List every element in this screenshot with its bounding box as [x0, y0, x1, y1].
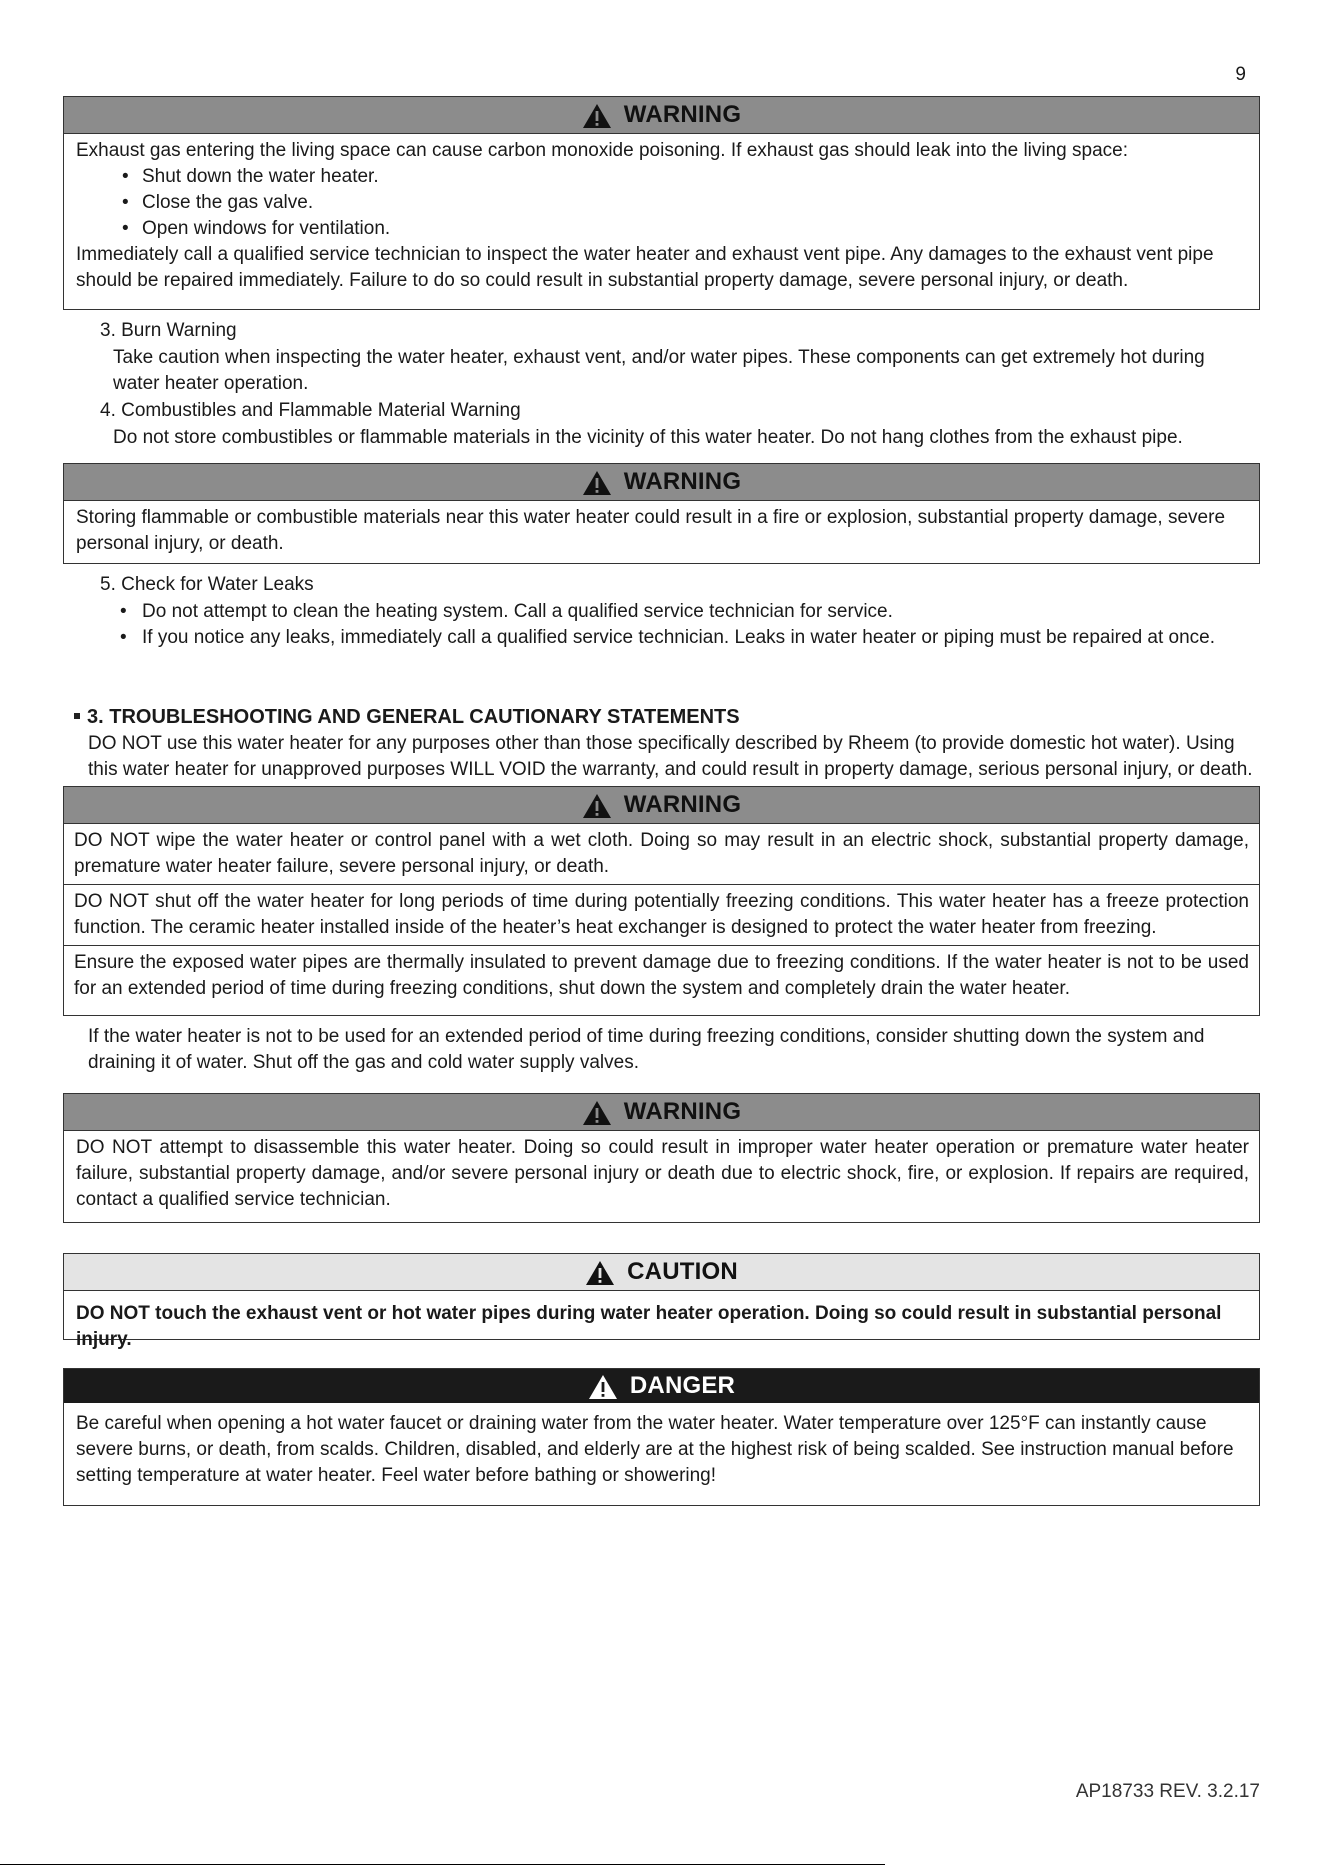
- warning-header: [64, 1094, 1259, 1131]
- caution-body: [64, 1291, 1259, 1359]
- warning-label: WARNING: [623, 1098, 742, 1125]
- warning-triangle-icon: [582, 470, 612, 496]
- danger-body: [64, 1403, 1259, 1495]
- burn-warning-title: 3. Burn Warning: [100, 320, 237, 341]
- section-heading-text: 3. TROUBLESHOOTING AND GENERAL CAUTIONARY STATEMENTS: [87, 706, 740, 728]
- warning-triangle-icon: [582, 1100, 612, 1126]
- divider: [0, 1864, 885, 1865]
- combustibles-title: 4. Combustibles and Flammable Material Warning: [100, 400, 521, 421]
- caution-box: [63, 1253, 1260, 1350]
- caution-label: CAUTION: [627, 1258, 738, 1285]
- warning-triangle-icon: [582, 103, 612, 129]
- warning-box-disassemble: [63, 1093, 1260, 1223]
- warning-box-exhaust: [63, 96, 1260, 310]
- list-item: • Close the gas valve.: [76, 190, 1249, 216]
- warning-label: WARNING: [623, 791, 742, 818]
- danger-text: Be careful when opening a hot water faucet or draining water from the water heater. Water temperature over 125°F can instantly cause severe burns, or death, from scalds. Children, disabled, and elderly are at the highest risk of being scalded. See instruction manual before setting temperature at water heater. Feel water before bathing or showering!: [76, 1413, 1234, 1486]
- combustibles-text: Do not store combustibles or flammable materials in the vicinity of this water heater. Do not hang clothes from the exhaust pipe.: [113, 427, 1183, 448]
- section-intro: DO NOT use this water heater for any purposes other than those specifically described by Rheem (to provide domestic hot water). Using this water heater for unapproved purposes WILL VOID the warranty, and could result in property damage, serious personal injury, or death.: [88, 733, 1253, 780]
- document-revision: AP18733 REV. 3.2.17: [1075, 1781, 1260, 1802]
- warning-box-flammable: [63, 463, 1260, 564]
- warning-section-freezing: DO NOT shut off the water heater for long periods of time during potentially freezing conditions. This water heater has a freeze protection function. The ceramic heater installed inside of the heater’s heat exchanger is designed to protect the water heater from freezing.: [64, 884, 1259, 945]
- freeze-note: If the water heater is not to be used for an extended period of time during freezing conditions, consider shutting down the system and draining it of water. Shut off the gas and cold water supply valves.: [88, 1026, 1205, 1073]
- warning-section-insulation: Ensure the exposed water pipes are thermally insulated to prevent damage due to freezing conditions. If the water heater is not to be used for an extended period of time during freezing conditions, shut down the system and completely drain the water heater.: [64, 945, 1259, 1006]
- warning-label: WARNING: [623, 468, 742, 495]
- list-item: • If you notice any leaks, immediately call a qualified service technician. Leaks in water heater or piping must be repaired at once.: [100, 625, 1260, 651]
- list-item: • Open windows for ventilation.: [76, 216, 1249, 242]
- warning-body: [64, 1131, 1259, 1219]
- warning-triangle-icon: [585, 1260, 615, 1286]
- caution-header: [64, 1254, 1259, 1291]
- warning-bullet-list: [76, 164, 1249, 242]
- page-number: 9: [1235, 64, 1246, 85]
- warning-label: WARNING: [623, 101, 742, 128]
- warning-body: [64, 134, 1259, 300]
- danger-label: DANGER: [629, 1372, 736, 1399]
- list-item: • Do not attempt to clean the heating system. Call a qualified service technician for service.: [100, 599, 1260, 625]
- warning-box-general: [63, 786, 1260, 1016]
- square-bullet-icon: [74, 713, 80, 719]
- list-item: • Shut down the water heater.: [76, 164, 1249, 190]
- warning-header: [64, 464, 1259, 501]
- section-heading: [74, 704, 740, 730]
- warning-triangle-icon: [582, 793, 612, 819]
- water-leaks-list: [100, 599, 1260, 651]
- danger-header: [64, 1369, 1259, 1403]
- warning-intro: Exhaust gas entering the living space can cause carbon monoxide poisoning. If exhaust gas should leak into the living space:: [76, 140, 1128, 161]
- warning-header: [64, 787, 1259, 824]
- caution-text: DO NOT touch the exhaust vent or hot water pipes during water heater operation. Doing so could result in substantial personal injury.: [76, 1303, 1222, 1350]
- warning-triangle-icon: [588, 1374, 618, 1400]
- warning-section-wet-cloth: DO NOT wipe the water heater or control panel with a wet cloth. Doing so may result in an electric shock, substantial property damage, premature water heater failure, severe personal injury, or death.: [74, 829, 1249, 877]
- warning-body: [64, 501, 1259, 563]
- warning-text: DO NOT attempt to disassemble this water heater. Doing so could result in improper water heater operation or premature water heater failure, substantial property damage, and/or severe personal injury or death due to electric shock, fire, or explosion. If repairs are required, contact a qualified service technician.: [76, 1137, 1249, 1210]
- warning-header: [64, 97, 1259, 134]
- warning-outro: Immediately call a qualified service technician to inspect the water heater and exhaust vent pipe. Any damages to the exhaust vent pipe should be repaired immediately. Failure to do so could result in substantial property damage, severe personal injury, or death.: [76, 244, 1214, 291]
- warning-text: Storing flammable or combustible materials near this water heater could result in a fire or explosion, substantial property damage, severe personal injury, or death.: [76, 507, 1226, 554]
- water-leaks-title: 5. Check for Water Leaks: [100, 574, 314, 595]
- danger-box: [63, 1368, 1260, 1506]
- burn-warning-text: Take caution when inspecting the water heater, exhaust vent, and/or water pipes. These components can get extremely hot during water heater operation.: [113, 347, 1205, 394]
